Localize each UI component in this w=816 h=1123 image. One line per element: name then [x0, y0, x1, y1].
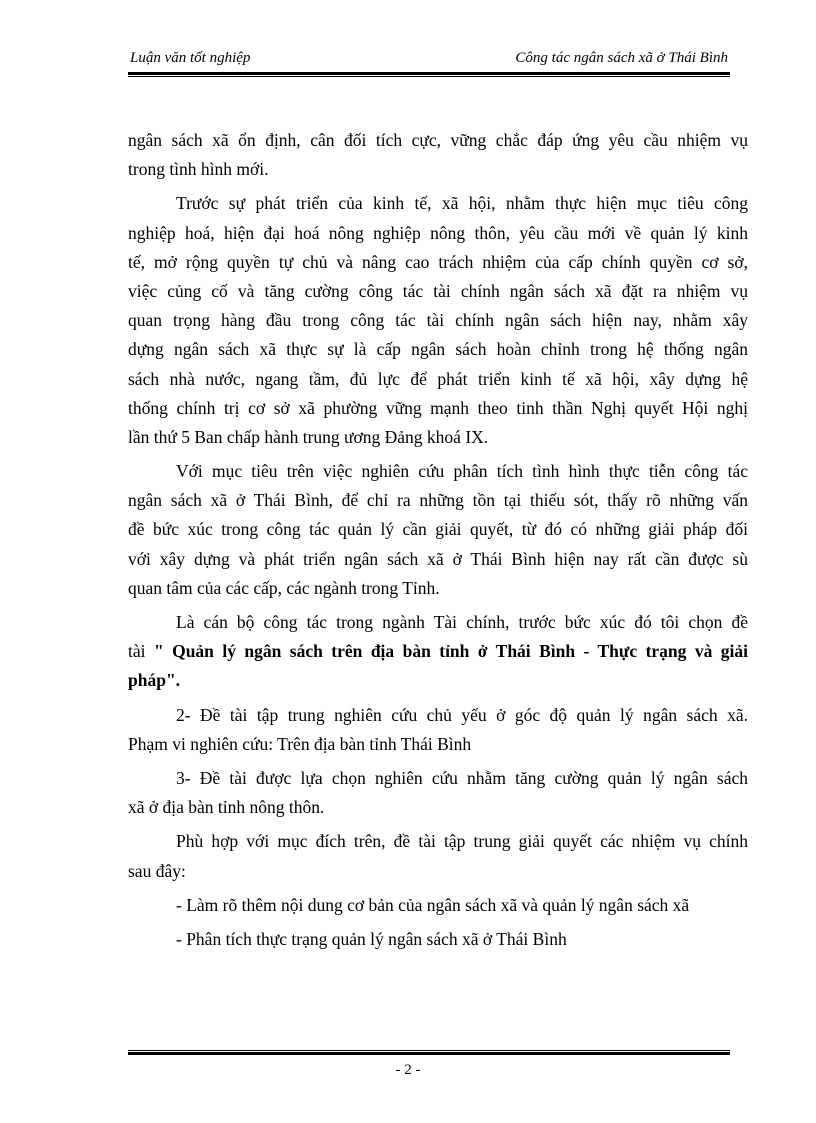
bullet-line: - Phân tích thực trạng quản lý ngân sách xã ở Thái Bình — [176, 928, 567, 949]
footer-rule-thin — [128, 1050, 730, 1051]
text-line: lần thứ 5 Ban chấp hành trung ương Đảng khoá IX. — [128, 426, 489, 447]
text-line: xã ở địa bàn tỉnh nông thôn. — [128, 797, 325, 818]
body-text — [128, 126, 748, 954]
text-line: Với mục tiêu trên việc nghiên cứu phân tích tình hình thực tiễn công tác — [176, 461, 748, 482]
text-line: Phù hợp với mục đích trên, đề tài tập trung giải quyết các nhiệm vụ chính — [176, 831, 748, 852]
text-line: dựng ngân sách xã thực sự là cấp ngân sách hoàn chỉnh trong hệ thống ngân — [128, 339, 748, 360]
text-line: Là cán bộ công tác trong ngành Tài chính, trước bức xúc đó tôi chọn đề — [176, 612, 748, 632]
text-line: Phạm vi nghiên cứu: Trên địa bàn tỉnh Thái Bình — [128, 733, 472, 754]
text-line: Trước sự phát triển của kinh tế, xã hội, nhằm thực hiện mục tiêu công — [176, 193, 748, 214]
page-number: - 2 - — [395, 1062, 421, 1078]
text-line: 3- Đề tài được lựa chọn nghiên cứu nhằm tăng cường quản lý ngân sách — [176, 767, 748, 788]
text-line: quan tâm của các cấp, các ngành trong Tỉnh. — [128, 577, 440, 598]
thesis-title: " Quản lý ngân sách trên địa bàn tỉnh ở Thái Bình - Thực trạng và giải — [153, 641, 748, 662]
text-line: ngân sách xã ổn định, cân đối tích cực, vững chắc đáp ứng yêu cầu nhiệm vụ — [128, 130, 748, 150]
text-line: sách nhà nước, ngang tầm, đủ lực để phát triển kinh tế xã hội, xây dựng hệ — [128, 368, 748, 389]
text-line: 2- Đề tài tập trung nghiên cứu chủ yếu ở góc độ quản lý ngân sách xã. — [176, 704, 748, 725]
header-rule-thin — [128, 76, 730, 77]
footer-rule-thick — [128, 1052, 730, 1055]
text-line: trong tình hình mới. — [128, 159, 269, 180]
text-line: với xây dựng và phát triển ngân sách xã ở Thái Bình hiện nay rất cần được sù — [128, 548, 748, 569]
bullet-line: - Làm rõ thêm nội dung cơ bản của ngân sách xã và quản lý ngân sách xã — [176, 894, 690, 915]
text-line: nghiệp hoá, hiện đại hoá nông nghiệp nông thôn, yêu cầu mới về quản lý kinh — [128, 222, 748, 243]
text-line: sau đây: — [128, 860, 186, 881]
text-line-with-title — [128, 637, 748, 666]
header-right-title: Công tác ngân sách xã ở Thái Bình — [515, 50, 728, 66]
text-line: tế, mở rộng quyền tự chủ và nâng cao trách nhiệm của cấp chính quyền cơ sở, — [128, 251, 748, 272]
header-rule-thick — [128, 72, 730, 75]
text-line: ngân sách xã ở Thái Bình, để chỉ ra những tồn tại thiếu sót, thấy rõ những vấn — [128, 490, 748, 511]
text-segment: tài — [128, 641, 146, 662]
page-header — [128, 50, 730, 70]
text-line: quan trọng hàng đầu trong công tác tài chính ngân sách hiện nay, nhằm xây — [128, 310, 748, 331]
text-line: việc củng cố và tăng cường công tác tài chính ngân sách xã đặt ra nhiệm vụ — [128, 280, 748, 301]
text-line: thống chính trị cơ sở xã phường vững mạnh theo tinh thần Nghị quyết Hội nghị — [128, 397, 748, 418]
thesis-title-end: pháp". — [128, 670, 181, 691]
header-left-title: Luận văn tốt nghiệp — [130, 50, 251, 66]
text-line: đề bức xúc trong công tác quản lý cần giải quyết, từ đó có những giải pháp đối — [128, 519, 748, 540]
